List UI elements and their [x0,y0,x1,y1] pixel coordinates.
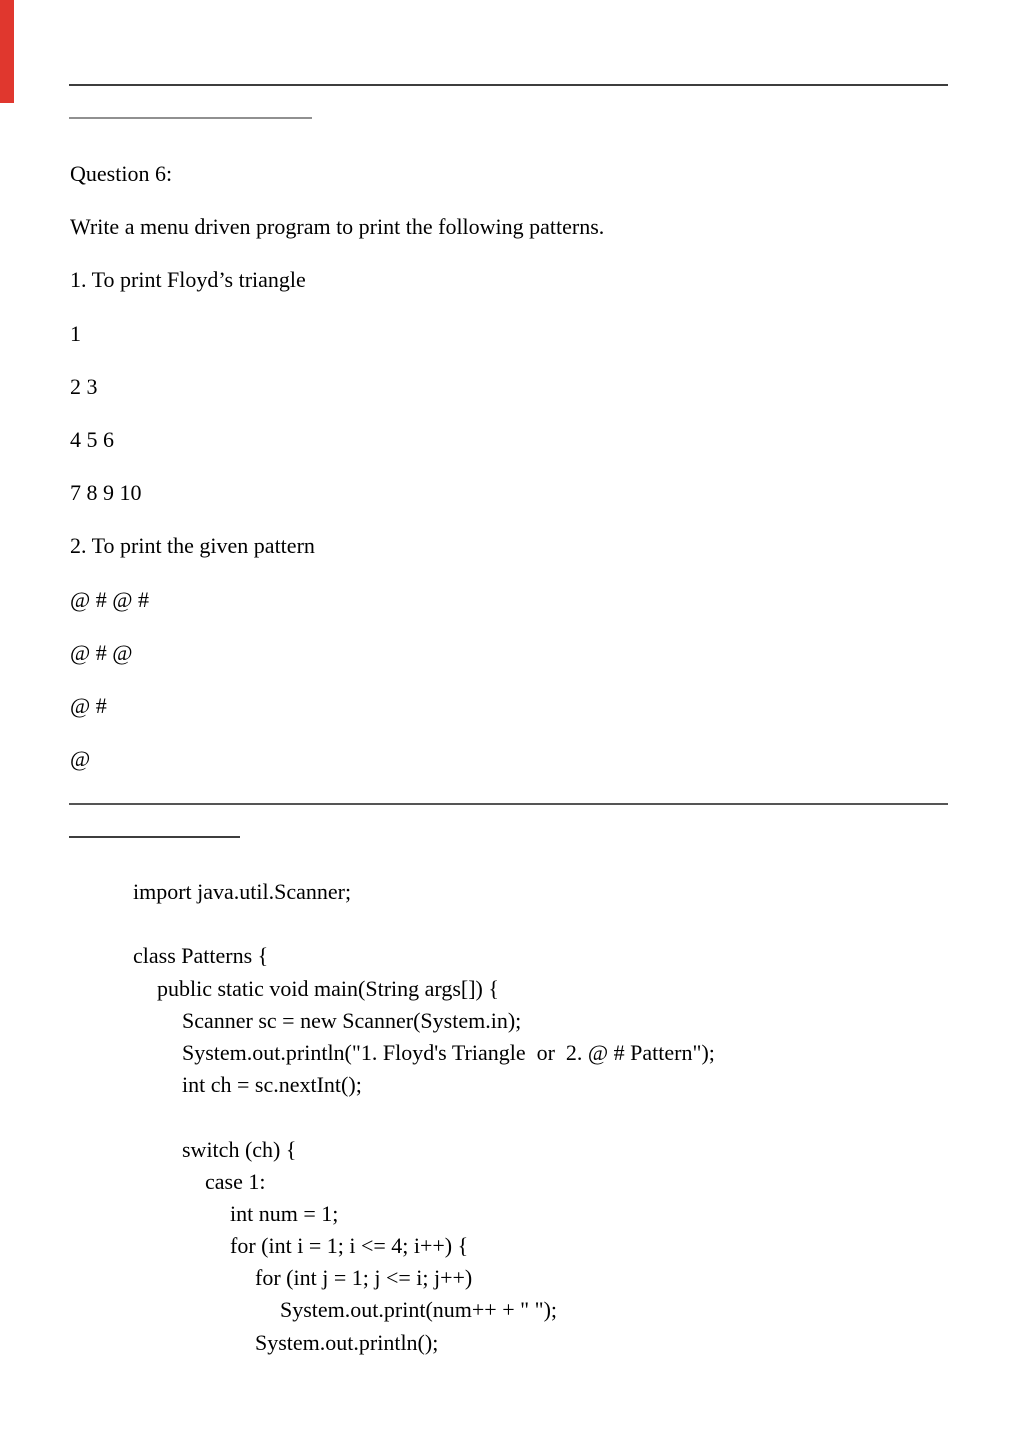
code-line: System.out.println(); [255,1329,439,1355]
symbol-pattern-line: @ # @ [70,639,133,665]
code-line: import java.util.Scanner; [133,879,352,904]
question-intro: Write a menu driven program to print the following patterns. [70,214,605,240]
symbol-pattern-line: @ # @ # [70,586,150,612]
code-line: Scanner sc = new Scanner(System.in); [182,1007,522,1033]
code-line: System.out.print(num++ + " "); [280,1297,558,1323]
code-line: System.out.println("1. Floyd's Triangle or 2. @ # Pattern"); [182,1039,715,1065]
pattern1-title: 1. To print Floyd’s triangle [70,267,306,293]
code-line: int num = 1; [230,1200,339,1226]
code-line: for (int i = 1; i <= 4; i++) { [230,1233,469,1259]
code-block [133,876,715,1359]
code-line: class Patterns { [133,943,269,969]
divider-rule-long-top [69,84,948,86]
code-line-blank [133,1101,715,1133]
floyd-triangle-line: 2 3 [70,373,98,399]
code-line: case 1: [205,1168,266,1194]
code-line: public static void main(String args[]) { [157,975,499,1001]
floyd-triangle-line: 4 5 6 [70,427,114,453]
question-heading: Question 6: [70,161,173,186]
symbol-pattern-line: @ [70,746,91,772]
code-line: for (int j = 1; j <= i; j++) [255,1265,473,1291]
code-line-blank [133,908,715,940]
code-line: switch (ch) { [182,1136,297,1162]
divider-rule-long-mid [69,803,948,805]
divider-rule-short-mid [69,836,240,838]
question-section [70,147,604,785]
pattern2-title: 2. To print the given pattern [70,533,315,559]
code-line: int ch = sc.nextInt(); [182,1072,362,1098]
divider-rule-short-top [69,117,312,119]
symbol-pattern-line: @ # [70,693,107,719]
floyd-triangle-line: 1 [70,320,81,346]
floyd-triangle-line: 7 8 9 10 [70,480,142,506]
red-accent-bar [0,0,14,103]
